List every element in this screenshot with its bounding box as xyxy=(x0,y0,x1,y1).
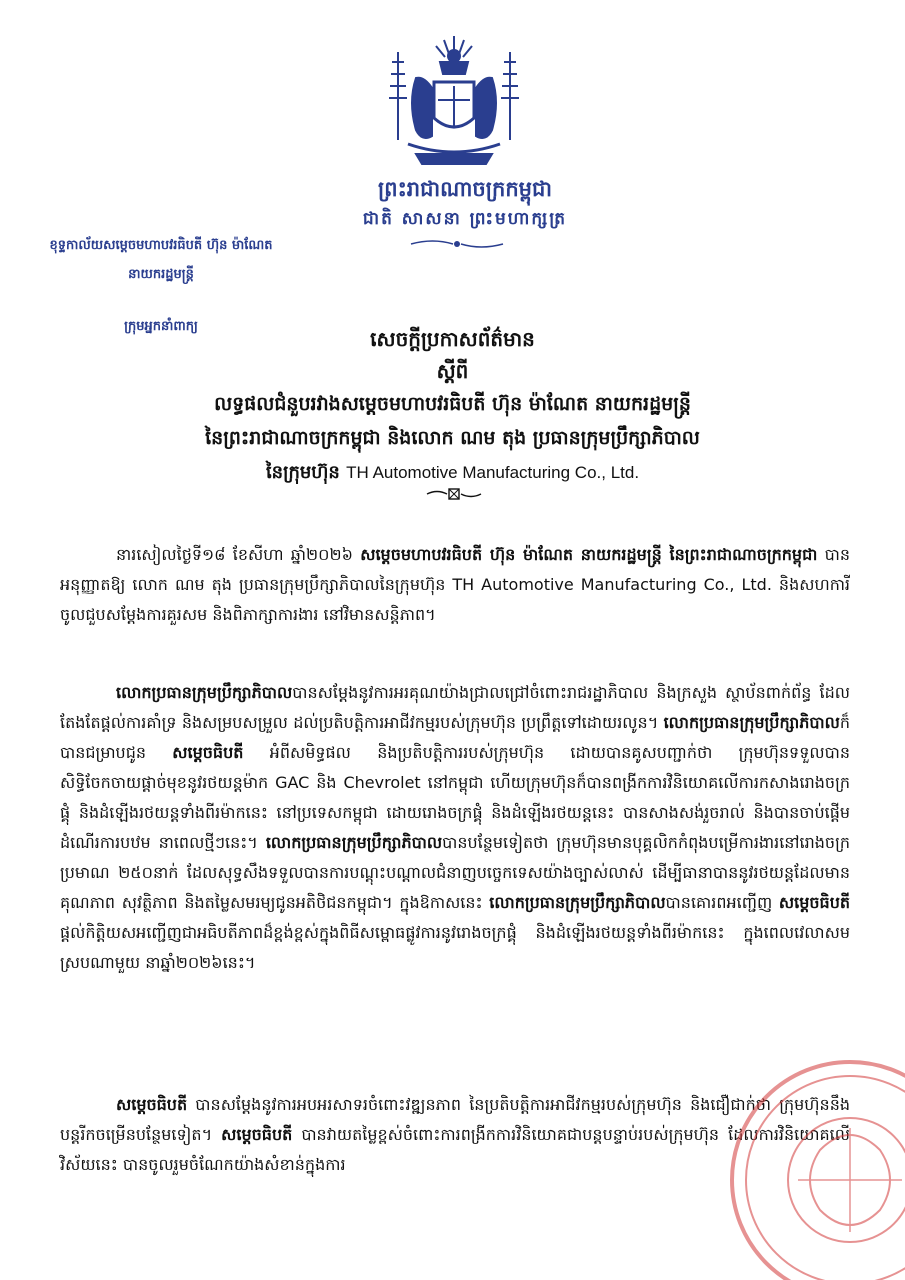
p2-bold: លោកប្រធានក្រុមប្រឹក្សាភិបាល xyxy=(265,833,443,852)
p2-bold: សម្តេចធិបតី xyxy=(172,743,244,762)
p2-text: បានសម្តែងនូវការអរគុណយ៉ាងជ្រាលជ្រៅចំពោះរាជរដ្ឋាភិបាល និងក្រសួង ស្ថាប័នពាក់ព័ន្ធ ដែលតែងតែផ្តល់ការគាំទ្រ និងសម្របសម្រួល ដល់ប្រតិបត្តិការអាជីវកម្មរបស់ក្រុមហ៊ុន ប្រព្រឹត្តទៅដោយរលូន។ xyxy=(60,683,850,732)
p2-text: អំពីសមិទ្ធផល និងប្រតិបត្តិការរបស់ក្រុមហ៊ុន ដោយបានគូសបញ្ជាក់ថា ក្រុមហ៊ុនទទួលបានសិទ្ធិចែកចាយផ្តាច់មុខនូវរថយន្តម៉ាក GAC និង Chevrolet នៅកម្ពុជា ហើយក្រុមហ៊ុនក៏បានពង្រីកការវិនិយោគលើការកសាងរោងចក្រផ្គុំ និងដំឡើងរថយន្តទាំងពីរម៉ាកនេះ នៅប្រទេសកម្ពុជា ដោយរោងចក្រផ្គុំ និងដំឡើងរថយន្តនេះ បានសាងសង់រួចរាល់ និងបានចាប់ផ្តើមដំណើរការបឋម នាពេលថ្មីៗនេះ។ xyxy=(60,743,850,852)
paragraph-1 xyxy=(60,540,850,630)
official-seal-icon xyxy=(700,1050,905,1280)
headline-line-3 xyxy=(90,460,815,487)
headline-line-2: នៃព្រះរាជាណាចក្រកម្ពុជា និងលោក ណម តុង ប្រធានក្រុមប្រឹក្សាភិបាល xyxy=(205,427,700,449)
spokesperson-unit: ក្រុមអ្នកនាំពាក្យ xyxy=(124,319,198,334)
p3-text: បានសម្តែងនូវការអបអរសាទរចំពោះវឌ្ឍនភាព នៃប្រតិបត្តិការអាជីវកម្មរបស់ក្រុមហ៊ុន និងជឿជាក់ថា ក្រុមហ៊ុននឹងបន្តរីកចម្រើនបន្ថែមទៀត។ xyxy=(60,1095,850,1144)
p3-bold: សម្តេចធិបតី xyxy=(221,1125,293,1144)
divider-ornament-icon xyxy=(425,487,483,501)
document-about: ស្តីពី xyxy=(436,359,469,383)
p1-text: បានអនុញ្ញាតឱ្យ លោក ណម តុង ប្រធានក្រុមប្រឹក្សាភិបាលនៃក្រុមហ៊ុន TH Automotive Manufacturing Co., Ltd. និងសហការី ចូលជួបសម្តែងការគួរសម និងពិភាក្សាការងារ នៅវិមានសន្តិភាព។ xyxy=(60,545,851,624)
p1-bold: សម្តេចមហាបវរធិបតី ហ៊ុន ម៉ាណែត នាយករដ្ឋមន្ត្រី នៃព្រះរាជាណាចក្រកម្ពុជា xyxy=(360,545,818,564)
p2-bold: លោកប្រធានក្រុមប្រឹក្សាភិបាល xyxy=(116,683,293,702)
kingdom-motto: ជាតិ សាសនា ព្រះមហាក្សត្រ xyxy=(362,209,568,229)
p3-text: បានវាយតម្លៃខ្ពស់ចំពោះការពង្រីកការវិនិយោគជាបន្តបន្ទាប់របស់ក្រុមហ៊ុន ដែលការវិនិយោគលើវិស័យនេះ បានចូលរួមចំណែកយ៉ាងសំខាន់ក្នុងការ xyxy=(60,1125,850,1174)
office-title: នាយករដ្ឋមន្ត្រី xyxy=(128,267,194,282)
p2-text: ក៏បានជម្រាបជូន xyxy=(60,713,850,762)
headline-line-1: លទ្ធផលជំនួបរវាងសម្តេចមហាបវរធិបតី ហ៊ុន ម៉ាណែត នាយករដ្ឋមន្ត្រី xyxy=(214,393,691,415)
p2-bold: លោកប្រធានក្រុមប្រឹក្សាភិបាល xyxy=(489,893,666,912)
headline-line-3-kh: នៃក្រុមហ៊ុន xyxy=(265,462,347,483)
document-title: សេចក្តីប្រកាសព័ត៌មាន xyxy=(370,327,535,351)
p3-bold: សម្តេចធិបតី xyxy=(116,1095,188,1114)
p2-bold: សម្តេចធិបតី xyxy=(778,893,850,912)
kingdom-title: ព្រះរាជាណាចក្រកម្ពុជា xyxy=(377,177,552,201)
p2-text: បានបន្ថែមទៀតថា ក្រុមហ៊ុនមានបុគ្គលិកកំពុងបម្រើការងារនៅរោងចក្រប្រមាណ ២៥០នាក់ ដែលសុទ្ធសឹងទទួលបានការបណ្តុះបណ្តាលជំនាញបច្ចេកទេសយ៉ាងច្បាស់លាស់ ដើម្បីធានាបាននូវរថយន្តដែលមានគុណភាព សុវត្ថិភាព និងតម្លៃសមរម្យជូនអតិថិជនកម្ពុជា។ ក្នុងឱកាសនេះ xyxy=(60,833,850,912)
p2-text: ផ្តល់កិត្តិយសអញ្ជើញជាអធិបតីភាពដ៏ខ្ពង់ខ្ពស់ក្នុងពិធីសម្ពោធផ្លូវការនូវរោងចក្រផ្គុំ និងដំឡើងរថយន្តទាំងពីរម៉ាកនេះ ក្នុងពេលវេលាសមស្របណាមួយ នាឆ្នាំ២០២៦នេះ។ xyxy=(60,923,850,972)
office-name: ខុទ្ទកាល័យសម្តេចមហាបវរធិបតី ហ៊ុន ម៉ាណែត xyxy=(49,238,273,253)
royal-emblem-icon xyxy=(386,32,522,170)
paragraph-2 xyxy=(60,678,850,978)
p1-text: នារសៀលថ្ងៃទី១៨ ខែសីហា ឆ្នាំ២០២៦ xyxy=(116,545,361,564)
company-name: TH Automotive Manufacturing Co., Ltd. xyxy=(346,463,640,482)
ornament-icon xyxy=(409,238,505,250)
p2-text: បានគោរពអញ្ជើញ xyxy=(665,893,779,912)
p2-bold: លោកប្រធានក្រុមប្រឹក្សាភិបាល xyxy=(663,713,840,732)
